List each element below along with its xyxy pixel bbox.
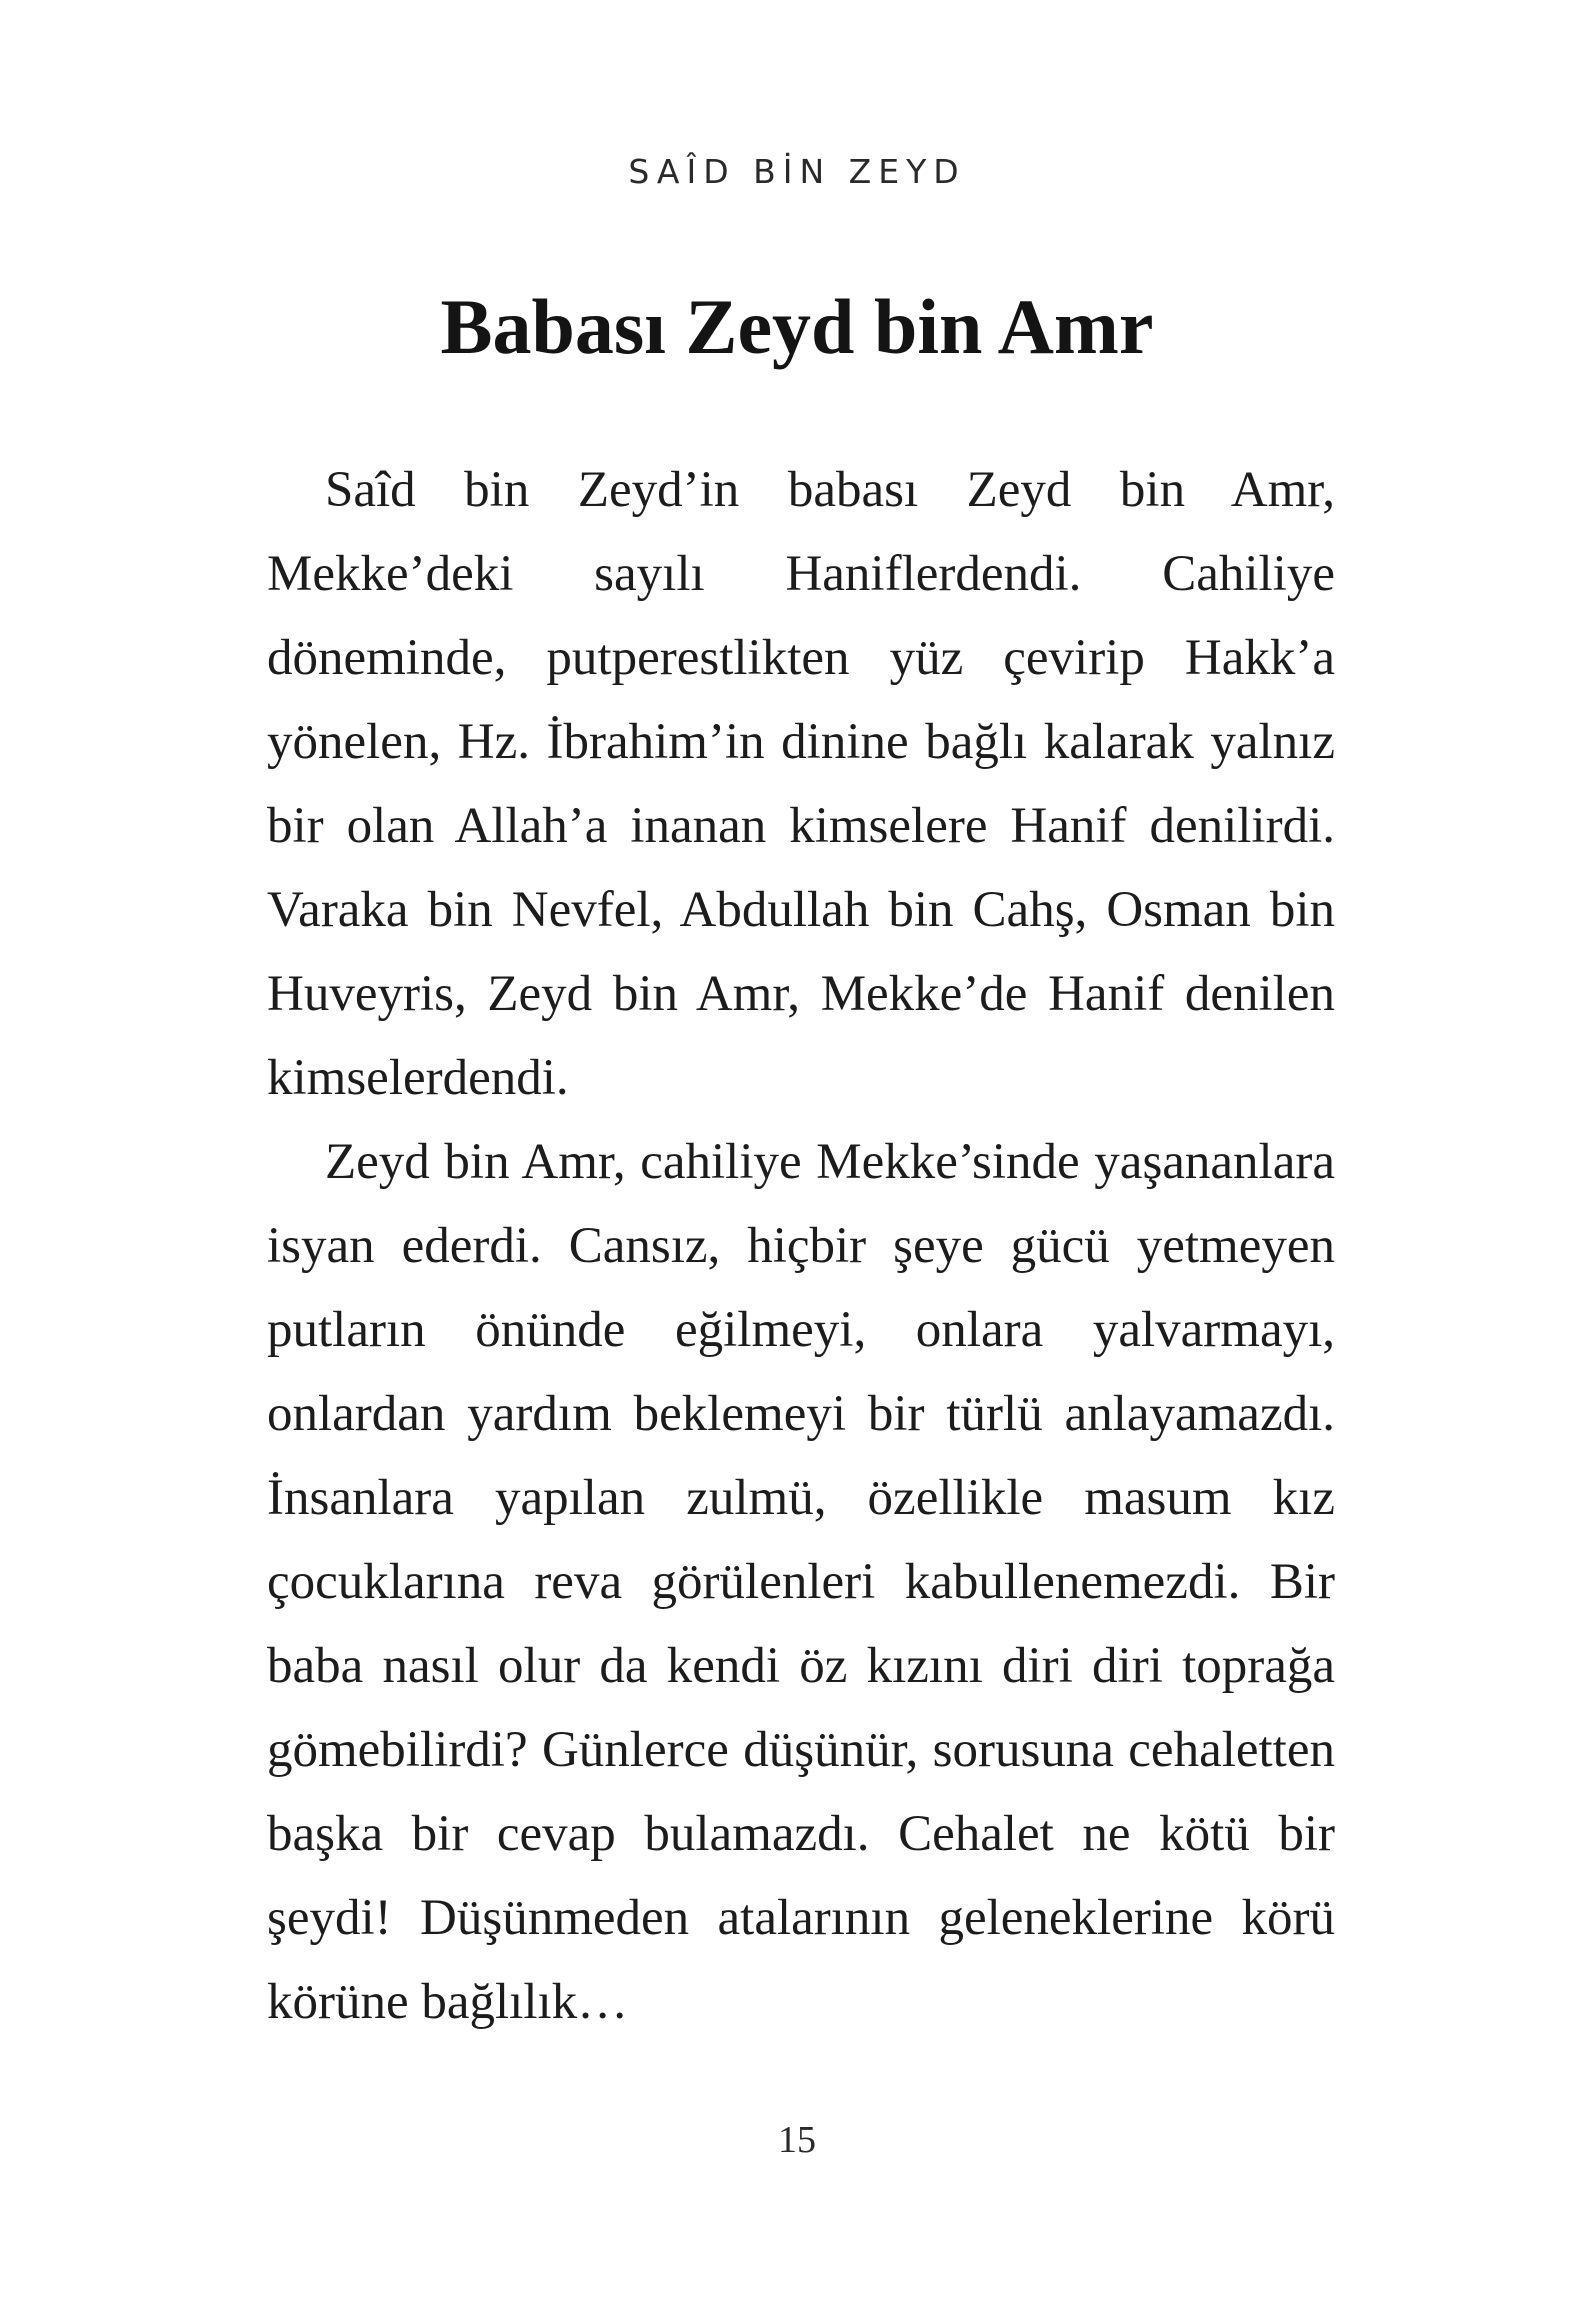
running-header: SAÎD BİN ZEYD [628,152,966,191]
paragraph: Saîd bin Zeyd’in babası Zeyd bin Amr, Mekke’deki sayılı Haniflerdendi. Cahiliye döneminde, putperestlikten yüz çevirip Hakk’a yönelen, Hz. İbrahim’in dinine bağlı kalarak yalnız bir olan Allah’a inanan kimselere Hanif denilirdi. Varaka bin Nevfel, Abdullah bin Cahş, Osman bin Huveyris, Zeyd bin Amr, Mekke’de Hanif denilen kimselerdendi. [267,462,1335,1106]
page-number: 15 [778,2119,816,2161]
paragraph: Zeyd bin Amr, cahiliye Mekke’sinde yaşananlara isyan ederdi. Cansız, hiçbir şeye gücü yetmeyen putların önünde eğilmeyi, onlara yalvarmayı, onlardan yardım beklemeyi bir türlü anlayamazdı. İnsanlara yapılan zulmü, özellikle masum kız çocuklarına reva görülenleri kabullenemezdi. Bir baba nasıl olur da kendi öz kızını diri diri toprağa gömebilirdi? Günlerce düşünür, sorusuna cehaletten başka bir cevap bulamazdı. Cehalet ne kötü bir şeydi! Düşünmeden atalarının geleneklerine körü körüne bağlılık… [267,1134,1335,2030]
chapter-title: Babası Zeyd bin Amr [440,283,1154,370]
body-text [267,448,1335,2044]
